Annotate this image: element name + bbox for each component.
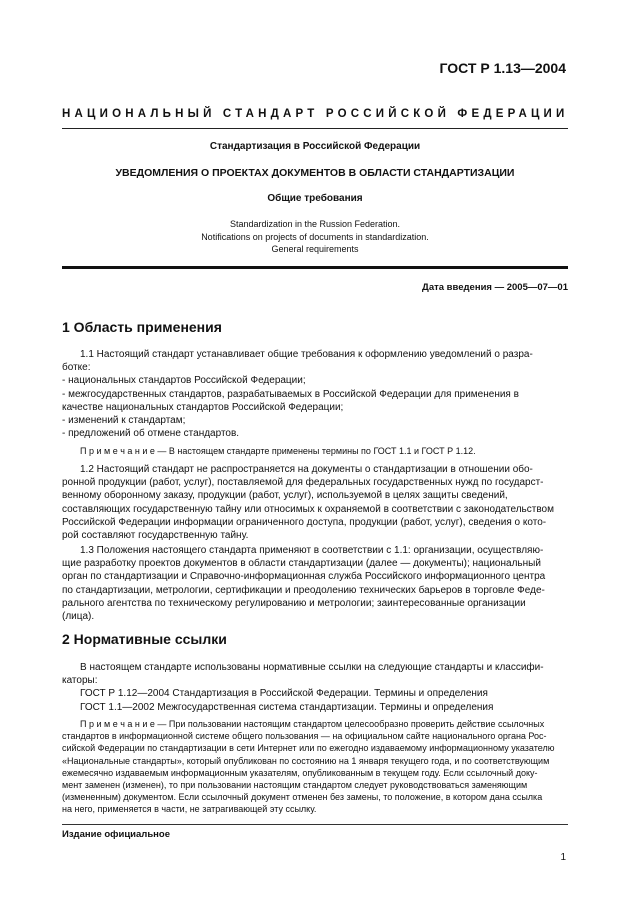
footer-divider bbox=[62, 824, 568, 825]
edition-label: Издание официальное bbox=[62, 829, 170, 840]
note-line: мент заменен (изменен), то при пользовании настоящим стандартом следует руководствоваться заменяющим bbox=[62, 780, 528, 791]
note-2 bbox=[62, 718, 568, 816]
english-title bbox=[62, 218, 568, 256]
standard-subtitle: Стандартизация в Российской Федерации bbox=[209, 141, 421, 152]
standard-subtitle-general: Общие требования bbox=[267, 193, 363, 204]
note-line: стандартов в информационной системе общего пользования — на официальном сайте национального органа Рос- bbox=[62, 731, 547, 742]
text-line: - национальных стандартов Российской Федерации; bbox=[62, 375, 306, 387]
text-line: рального агентства по техническому регулированию и метрологии; заинтересованные организации bbox=[62, 597, 526, 609]
note-line: ежемесячно издаваемым информационным указателям, опубликованным в текущем году. Если ссылочный доку- bbox=[62, 767, 538, 778]
title-divider bbox=[62, 266, 568, 269]
text-line: составляющих государственную тайну или относимых к охраняемой в соответствии с законодательством bbox=[62, 503, 554, 515]
text-line: (лица). bbox=[62, 611, 95, 623]
paragraph-2 bbox=[62, 661, 568, 714]
note-line: на него, применяется в части, не затрагивающей эту ссылку. bbox=[62, 804, 317, 815]
page-number: 1 bbox=[560, 852, 566, 863]
paragraph-1-1 bbox=[62, 348, 568, 440]
text-line: щие разработку проектов документов в области стандартизации (далее — документы); национальный bbox=[62, 558, 541, 570]
paragraph-1-3 bbox=[62, 544, 568, 623]
paragraph-1-2 bbox=[62, 463, 568, 542]
text-line: по стандартизации, метрологии, сертификации и преодолению технических барьеров в торговле Феде- bbox=[62, 584, 545, 596]
text-line: рой составляют государственную тайну. bbox=[62, 530, 249, 542]
reference-line: ГОСТ 1.1—2002 Межгосударственная система стандартизации. Термины и определения bbox=[80, 701, 494, 713]
text-line: ронной продукции (работ, услуг), поставляемой для федеральных государственных нужд по государст- bbox=[62, 477, 544, 489]
text-line: каторы: bbox=[62, 675, 98, 687]
text-line: Российской Федерации информации ограниченного доступа, продукции (работ, услуг), сведения о кото- bbox=[62, 516, 547, 528]
english-title-line: Standardization in the Russion Federation. bbox=[229, 219, 401, 229]
text-line: В настоящем стандарте использованы нормативные ссылки на следующие стандарты и классифи- bbox=[80, 662, 544, 673]
national-standard-banner: НАЦИОНАЛЬНЫЙ СТАНДАРТ РОССИЙСКОЙ ФЕДЕРАЦИИ bbox=[62, 108, 569, 120]
note-line: (измененным) документом. Если ссылочный документ отменен без замены, то положение, в котором дана ссылка bbox=[62, 792, 543, 803]
note-line: П р и м е ч а н и е — При пользовании настоящим стандартом целесообразно проверить действие ссылочных bbox=[80, 719, 545, 729]
text-line: венному оборонному заказу, продукции (работ, услуг), используемой в целях защиты сведений, bbox=[62, 490, 508, 502]
english-title-line: General requirements bbox=[271, 244, 359, 254]
text-line: - изменений к стандартам; bbox=[62, 415, 186, 427]
text-line: орган по стандартизации и Справочно-информационная служба Российского информационного центра bbox=[62, 571, 546, 583]
header-divider bbox=[62, 128, 568, 129]
document-code: ГОСТ Р 1.13—2004 bbox=[439, 60, 566, 76]
introduction-date: Дата введения — 2005—07—01 bbox=[422, 282, 568, 293]
section-1-heading: 1 Область применения bbox=[62, 319, 222, 335]
text-line: 1.3 Положения настоящего стандарта применяют в соответствии с 1.1: организации, осуществляю- bbox=[80, 545, 544, 556]
text-line-content: 1.1 Настоящий стандарт устанавливает общие требования к оформлению уведомлений о разра- bbox=[80, 349, 533, 360]
text-line: - межгосударственных стандартов, разрабатываемых в Российской Федерации для применения в bbox=[62, 388, 519, 400]
note-line: П р и м е ч а н и е — В настоящем стандарте применены термины по ГОСТ 1.1 и ГОСТ Р 1.12. bbox=[80, 446, 476, 456]
note-line: сийской Федерации по стандартизации в сети Интернет или по ежегодно издаваемому информационному указателю bbox=[62, 743, 555, 754]
section-2-heading: 2 Нормативные ссылки bbox=[62, 631, 227, 647]
standard-title: УВЕДОМЛЕНИЯ О ПРОЕКТАХ ДОКУМЕНТОВ В ОБЛАСТИ СТАНДАРТИЗАЦИИ bbox=[115, 167, 515, 179]
english-title-line: Notifications on projects of documents in standardization. bbox=[201, 231, 429, 242]
text-line: 1.2 Настоящий стандарт не распространяется на документы о стандартизации в отношении обо- bbox=[80, 464, 533, 475]
text-line: качестве национальных стандартов Российской Федерации; bbox=[62, 401, 344, 413]
text-line: ботке: bbox=[62, 362, 91, 374]
reference-line: ГОСТ Р 1.12—2004 Стандартизация в Российской Федерации. Термины и определения bbox=[80, 688, 488, 700]
text-line: - предложений об отмене стандартов. bbox=[62, 428, 240, 440]
text-line bbox=[62, 348, 568, 361]
note-line: «Национальные стандарты», который опубликован по состоянию на 1 января текущего года, и по соответствующим bbox=[62, 755, 550, 766]
note-1 bbox=[62, 445, 568, 457]
